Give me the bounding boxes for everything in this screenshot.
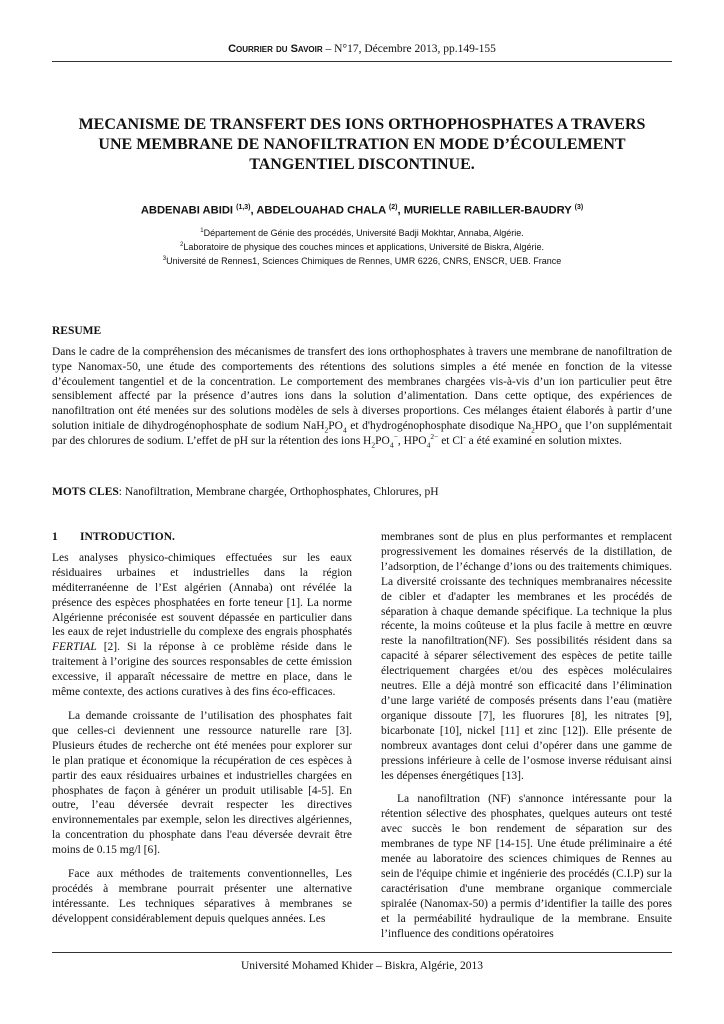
abstract-body (52, 345, 672, 449)
abstract-text: et Cl (438, 434, 464, 447)
paragraph-text: Les analyses physico-chimiques effectuées sur les eaux résiduaires urbaines et industrielles dans la région méditerranéenne de l’Est algérien (Annaba) ont révélée la présence des espèces phosphatées en forte teneur [1]. La norme Algérienne préconisée est souvent dépassée en particulier dans les eaux de rejet industrielle du complexe des engrais phosphatés (52, 551, 352, 639)
author-list (52, 204, 672, 217)
page-footer: Université Mohamed Khider – Biskra, Algérie, 2013 (240, 960, 484, 972)
abstract-text: HPO (534, 419, 558, 432)
paragraph: membranes sont de plus en plus performantes et remplacent progressivement les domaines réservés de la distillation, de l’adsorption, de l’échange d’ions ou des traitements chimiques. La diversité croissante des techniques membranaires nécessite de cibler et d'adapter les membranes et les procédés de séparation à chaque demande spécifique. La technique la plus récente, la moins coûteuse et la plus facile à mettre en œuvre reste la nanofiltration(NF). Ses possibilités résident dans sa capacité à séparer sélectivement des espèces de petite taille électriquement chargées et/ou des espèces moléculaires neutres. Elle a déjà montré son efficacité dans l’élimination d’une large variété de composés présents dans l’eau (matière organique dissoute [7], les fluorures [8], les nitrates [9], bicarbonate [10], nickel [11] et zinc [12]). Elle présente de nombreux avantages dont celui d’opérer dans une gamme de pressions inférieure à celle de l’osmose inverse réduisant ainsi les dépenses énergétiques [13]. (381, 531, 672, 782)
resume-heading: RESUME (52, 325, 102, 337)
abstract-text: et d'hydrogénophosphate disodique Na (346, 419, 532, 432)
affiliation-number: 3 (162, 256, 167, 262)
affiliation (52, 239, 672, 253)
subscript: 2 (531, 425, 535, 435)
affiliation-text: Département de Génie des procédés, Université Badji Mokhtar, Annaba, Algérie. (203, 228, 524, 238)
affiliations (52, 225, 672, 267)
header-rule (52, 61, 672, 62)
abstract-text: a été examiné en solution mixtes. (465, 434, 622, 447)
title-line: TANGENTIEL DISCONTINUE. (249, 156, 475, 173)
paper-title (60, 115, 664, 175)
section-title: INTRODUCTION. (80, 531, 175, 543)
subscript: 2 (371, 440, 376, 450)
title-line: MECANISME DE TRANSFERT DES IONS ORTHOPHOSPHATES A TRAVERS (78, 116, 646, 133)
paragraph: Face aux méthodes de traitements conventionnelles, Les procédés à membrane pourrait présenter une alternative intéressante. Les techniques séparatives à membranes se développent considérablement depuis quelques années. Les (52, 868, 352, 925)
right-column (381, 530, 672, 950)
paragraph: La nanofiltration (NF) s'annonce intéressante pour la rétention sélective des phosphates, quelques auteurs ont testé avec succès le bon rendement de séparation sur des membranes de type NF [14-15]. Une étude préliminaire a été menée au laboratoire des sciences chimiques de Rennes au sein de l'équipe chimie et ingénierie des procédés (C.I.P) sur la caractérisation d'une membrane organique commerciale spiralée (Nanomax-50) a permis d’identifier la taille des pores et la perméabilité hydraulique de la membrane. Ensuite l’influence des conditions opératoires (381, 793, 672, 940)
paragraph-text: [2]. Si la réponse à ce problème réside dans le traitement à l’origine des sources responsables de cette émission excessive, il apparaît nécessaire de mettre en place, dans le même contexte, des actions curatives à des fins éco-efficaces. (52, 641, 352, 699)
emphasis-text: FERTIAL (52, 641, 97, 654)
superscript: − (393, 431, 398, 441)
affiliation (52, 225, 672, 239)
journal-name: Courrier du Savoir (228, 43, 323, 55)
abstract-text: Dans le cadre de la compréhension des mécanismes de transfert des ions orthophosphates à travers une membrane de nanofiltration de type Nanomax-50, une étude des comportements des rétentions des solutions simples a été menée en fonction de la vitesse d’écoulement tangentiel et de la concentration. Le comportement des membranes chargées vis-à-vis d’un ion particulier peut être sensiblement affecté par la présence d’autres ions dans la solution d’alimentation. Dans cette optique, des expériences de nanofiltration ont été menées sur des solutions modèles de sels à diverses proportions. Ces mélanges étaient élaborés à partir d’une solution initiale de dihydrogénophosphate de sodium NaH (52, 346, 672, 432)
paragraph (52, 551, 352, 700)
title-line: UNE MEMBRANE DE NANOFILTRATION EN MODE D’ÉCOULEMENT (98, 136, 626, 153)
affiliation-number: 1 (200, 228, 204, 234)
author-affil-mark: (3) (574, 204, 584, 211)
superscript: 2− (430, 431, 439, 441)
footer-rule (52, 952, 672, 953)
subscript: 4 (557, 425, 562, 435)
subscript: 4 (342, 425, 347, 435)
paragraph: La demande croissante de l’utilisation des phosphates fait que celles-ci deviennent une ressource naturelle rare [3]. Plusieurs études de recherche ont été menées pour explorer sur le plan pratique et économique la récupération de ces espèces à partir des eaux résiduaires urbaines et industrielles chargées en phosphates de façon à générer un produit utilisable [4-5]. En outre, l’eau déversée devrait respecter les directives environnementales par exemple, selon les directives algériennes, la concentration du phosphate dans l'eau déversée devrait être moins de 0.15 mg/l [6]. (52, 709, 352, 857)
abstract-text: , HPO (397, 434, 427, 447)
author-name: ABDENABI ABIDI (140, 204, 237, 217)
affiliation (52, 253, 672, 267)
keywords (52, 486, 672, 498)
section-heading-introduction (52, 530, 352, 545)
left-column (52, 530, 352, 936)
keywords-label: MOTS CLES (52, 486, 119, 498)
subscript: 4 (389, 440, 394, 450)
issue-info: – N°17, Décembre 2013, pp.149-155 (322, 43, 496, 55)
author-affil-mark: (2) (388, 204, 398, 211)
affiliation-text: Laboratoire de physique des couches minces et applications, Université de Biskra, Algérie. (183, 242, 545, 252)
keywords-text: : Nanofiltration, Membrane chargée, Orthophosphates, Chlorures, pH (118, 486, 439, 498)
running-header (52, 43, 672, 55)
affiliation-number: 2 (179, 242, 184, 248)
abstract-text: que l’on supplémentait par des chlorures de sodium. L’effet de pH sur la rétention des ions H (52, 419, 672, 447)
author-affil-mark: (1,3) (236, 204, 251, 211)
author-name: , ABDELOUAHAD CHALA (250, 204, 389, 217)
abstract-text: PO (375, 434, 390, 447)
superscript: - (463, 431, 466, 441)
section-number: 1 (52, 531, 58, 543)
affiliation-text: Université de Rennes1, Sciences Chimiques de Rennes, UMR 6226, CNRS, ENSCR, UEB. France (166, 256, 562, 266)
subscript: 2 (324, 425, 329, 435)
subscript: 4 (426, 440, 431, 450)
author-name: , MURIELLE RABILLER-BAUDRY (397, 204, 575, 217)
abstract-text: PO (328, 419, 343, 432)
